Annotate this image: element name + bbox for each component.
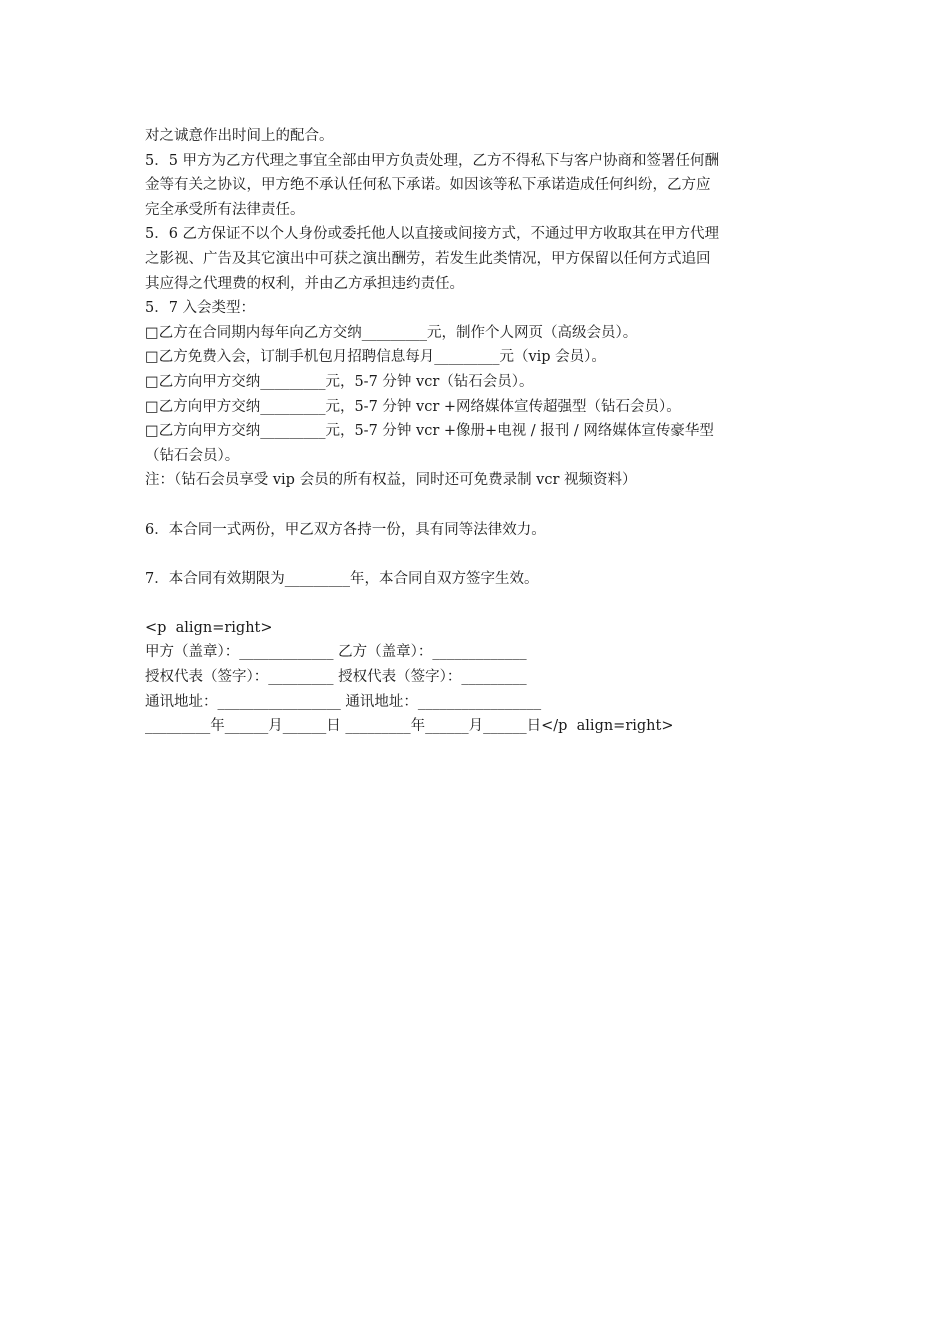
text-line: 通讯地址：_________________ 通讯地址：_________________ bbox=[145, 693, 542, 710]
text-line: □乙方向甲方交纳_________元，5-7 分钟 vcr +网络媒体宣传超强型（钻石会员）。 bbox=[145, 398, 681, 415]
text-line: 授权代表（签字）：_________ 授权代表（签字）：_________ bbox=[145, 669, 527, 686]
text-line: 注：（钻石会员享受 vip 会员的所有权益，同时还可免费录制 vcr 视频资料） bbox=[145, 472, 637, 489]
text-line: 6．本合同一式两份，甲乙双方各持一份，具有同等法律效力。 bbox=[145, 521, 546, 538]
text-line: <p align=right> bbox=[145, 619, 273, 636]
text-line: □乙方在合同期内每年向乙方交纳_________元，制作个人网页（高级会员）。 bbox=[145, 324, 638, 341]
text-line: 5．5 甲方为乙方代理之事宜全部由甲方负责处理，乙方不得私下与客户协商和签署任何酬 bbox=[145, 152, 720, 169]
text-line: 5．6 乙方保证不以个人身份或委托他人以直接或间接方式，不通过甲方收取其在甲方代理 bbox=[145, 226, 720, 243]
text-line: 5．7 入会类型： bbox=[145, 300, 256, 317]
text-line: □乙方向甲方交纳_________元，5-7 分钟 vcr +像册+电视 / 报刊 / 网络媒体宣传豪华型 bbox=[145, 423, 714, 440]
text-line: 之影视、广告及其它演出中可获之演出酬劳，若发生此类情况，甲方保留以任何方式追回 bbox=[145, 250, 711, 267]
blank-line bbox=[145, 591, 815, 616]
text-line: （钻石会员）。 bbox=[145, 447, 240, 464]
document-body bbox=[145, 124, 815, 739]
text-line: _________年______月______日 _________年______月______日</p align=right> bbox=[145, 718, 674, 735]
blank-line bbox=[145, 493, 815, 518]
text-line: □乙方免费入会，订制手机包月招聘信息每月_________元（vip 会员）。 bbox=[145, 349, 606, 366]
text-line: 对之诚意作出时间上的配合。 bbox=[145, 128, 334, 144]
text-line: 甲方（盖章）：_____________ 乙方（盖章）：_____________ bbox=[145, 644, 527, 661]
text-line: 金等有关之协议，甲方绝不承认任何私下承诺。如因该等私下承诺造成任何纠纷，乙方应 bbox=[145, 177, 711, 194]
text-line: 7．本合同有效期限为_________年，本合同自双方签字生效。 bbox=[145, 570, 539, 587]
text-line: 其应得之代理费的权利，并由乙方承担违约责任。 bbox=[145, 275, 464, 292]
text-line: 完全承受所有法律责任。 bbox=[145, 201, 305, 218]
text-line: □乙方向甲方交纳_________元，5-7 分钟 vcr（钻石会员）。 bbox=[145, 373, 534, 390]
blank-line bbox=[145, 542, 815, 567]
